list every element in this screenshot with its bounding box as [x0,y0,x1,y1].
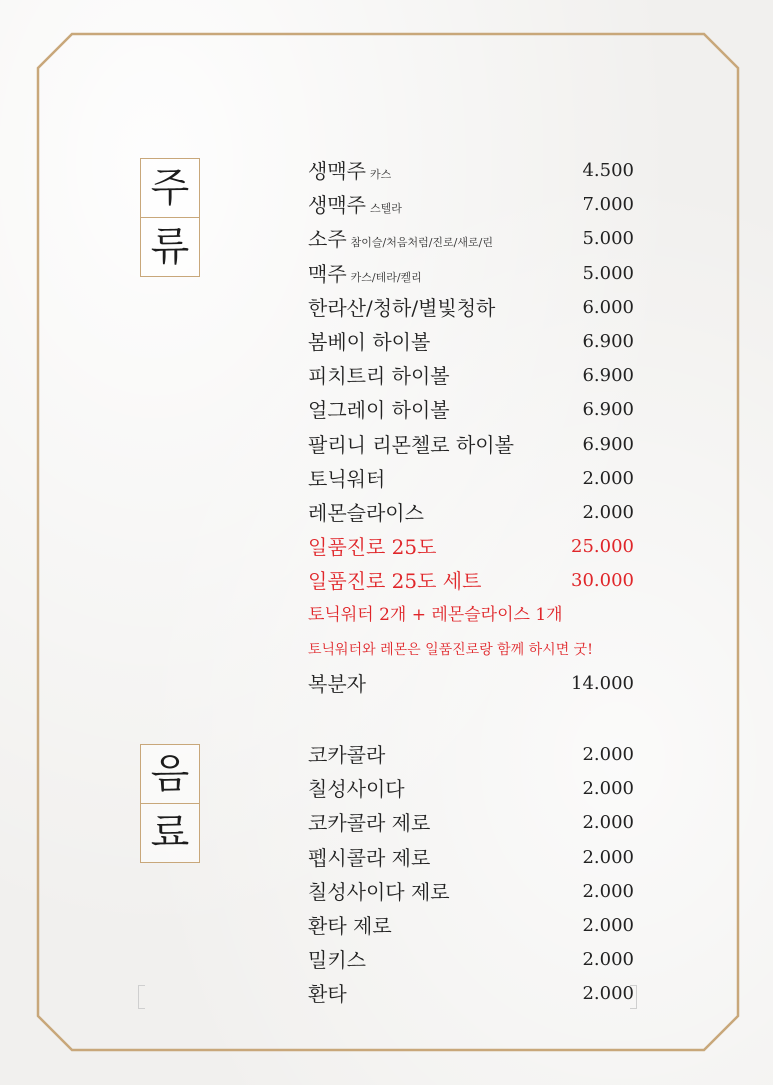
menu-item-name [308,257,422,295]
menu-item-label: 환타 [308,982,347,1007]
menu-item [308,359,634,393]
menu-item-subtitle: 카스/테라/켈리 [350,270,422,284]
menu-item-label: 봄베이 하이볼 [308,329,431,354]
menu-item-price: 5.000 [582,228,634,250]
menu-item-name [308,909,392,943]
menu-item-price: 4.500 [582,160,634,181]
menu-item-label: 토닉워터와 레몬은 일품진로랑 함께 하시면 굿! [308,641,593,658]
corner-bracket-right [630,985,637,1009]
menu-item-name [308,633,593,667]
menu-item-name [308,598,563,632]
menu-item [308,462,634,496]
menu-item-name [308,496,424,530]
menu-item-name [308,564,481,598]
menu-item-price: 2.000 [582,467,634,489]
menu-item-label: 레몬슬라이스 [308,500,424,525]
menu-item [308,530,634,564]
menu-item [308,154,634,188]
menu-item [308,496,634,530]
menu-item-name [308,977,347,1011]
menu-item [308,393,634,427]
menu-item [308,257,634,291]
menu-item-price: 2.000 [582,983,634,1005]
menu-item-price: 2.000 [582,812,634,834]
menu-item-label: 토닉워터 2개 + 레몬슬라이스 1개 [308,605,563,626]
menu-item-label: 일품진로 25도 세트 [308,569,482,594]
menu-item-label: 생맥주 [308,193,366,218]
menu-item-name [308,667,366,701]
menu-item [308,325,634,359]
menu-item [308,772,634,806]
menu-item [308,633,634,667]
menu-item-price: 2.000 [582,880,634,902]
menu-item-name [308,428,514,462]
menu-item-name [308,359,450,393]
menu-item [308,188,634,222]
menu-item-name [308,530,436,564]
menu-item-name [308,154,391,192]
menu-item-label: 맥주 [308,261,347,286]
menu-item-price: 7.000 [582,194,634,216]
menu-item [308,291,634,325]
menu-item-label: 밀키스 [308,948,366,973]
menu-item-name [308,462,385,496]
menu-item-name [308,188,402,226]
menu-item-price: 6.900 [582,365,634,387]
beverage-menu-list [308,738,634,1012]
menu-item-name [308,393,450,427]
menu-item [308,806,634,840]
menu-item-price: 2.000 [582,846,634,868]
menu-item [308,667,634,701]
menu-item-label: 칠성사이다 제로 [308,879,450,904]
menu-item-subtitle: 스텔라 [369,202,402,216]
menu-item-name [308,875,450,909]
menu-item-name [308,806,430,840]
menu-item-label: 코카콜라 [308,743,386,767]
menu-item-price: 2.000 [582,914,634,936]
menu-item-label: 복분자 [308,671,366,696]
menu-item-name [308,841,430,875]
liquor-title-char-2: 류 [141,217,199,276]
menu-item-price: 2.000 [582,744,634,765]
liquor-title-char-1: 주 [150,165,190,211]
menu-item-price: 6.000 [582,296,634,318]
menu-item-label: 펩시콜라 제로 [308,845,431,870]
beverage-section-title [140,744,200,863]
menu-item-name [308,943,366,977]
menu-item-label: 소주 [308,227,347,252]
menu-item-label: 피치트리 하이볼 [308,364,450,389]
menu-item [308,977,634,1011]
menu-item [308,841,634,875]
menu-item [308,738,634,772]
menu-item-price: 5.000 [582,262,634,284]
menu-item-price: 14.000 [571,672,634,694]
menu-item [308,909,634,943]
menu-item-price: 30.000 [571,570,634,592]
menu-item-label: 얼그레이 하이볼 [308,398,450,423]
menu-item [308,943,634,977]
menu-item-price: 6.900 [582,330,634,352]
liquor-section-title [140,158,200,277]
menu-item-price: 2.000 [582,949,634,971]
menu-item-name [308,222,493,260]
menu-item-label: 생맥주 [308,159,366,183]
menu-item-subtitle: 카스 [369,168,392,181]
menu-item-label: 한라산/청하/별빛청하 [308,295,496,320]
menu-item-label: 환타 제로 [308,913,392,938]
menu-item-price: 6.900 [582,399,634,421]
liquor-menu-list [308,154,634,701]
beverage-title-char-2: 료 [141,803,199,862]
menu-item-label: 일품진로 25도 [308,535,437,560]
menu-item [308,875,634,909]
corner-bracket-left [138,985,145,1009]
menu-item-price: 6.900 [582,433,634,455]
menu-item [308,598,634,632]
menu-item [308,564,634,598]
beverage-title-char-1: 음 [150,751,190,797]
menu-item-name [308,291,495,325]
menu-item-subtitle: 참이슬/처음처럼/진로/새로/린 [350,236,493,250]
menu-item-name [308,738,385,772]
menu-item-price: 25.000 [571,536,634,558]
menu-item-name [308,325,430,359]
menu-item-price: 2.000 [582,501,634,523]
menu-item-label: 칠성사이다 [308,777,405,802]
menu-item [308,222,634,256]
menu-item-name [308,772,405,806]
menu-item-label: 팔리니 리몬첼로 하이볼 [308,432,514,457]
menu-item-label: 토닉워터 [308,466,386,491]
menu-item-price: 2.000 [582,778,634,800]
menu-item [308,428,634,462]
menu-item-label: 코카콜라 제로 [308,811,431,836]
